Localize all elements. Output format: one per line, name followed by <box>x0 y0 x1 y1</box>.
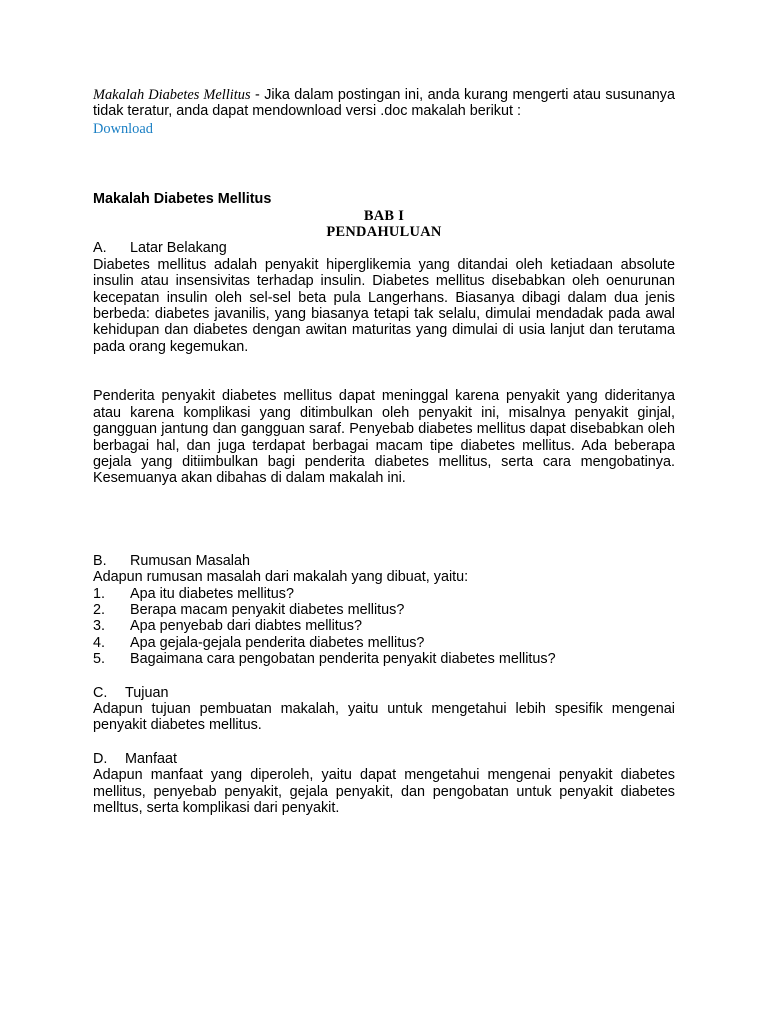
section-c-heading <box>93 685 675 701</box>
section-b-letter: B. <box>93 552 107 569</box>
list-number: 2. <box>93 601 106 618</box>
section-d-letter: D. <box>93 750 108 767</box>
spacer <box>93 668 675 685</box>
list-number: 4. <box>93 634 106 651</box>
list-item <box>93 586 675 602</box>
section-a-heading <box>93 240 675 256</box>
intro-text: - Jika dalam postingan ini, anda kurang mengerti atau susunanya tidak teratur, anda dapat mendownload versi .doc makalah berikut : <box>93 87 675 120</box>
section-a-letter: A. <box>93 240 107 257</box>
section-c-paragraph: Adapun tujuan pembuatan makalah, yaitu untuk mengetahui lebih spesifik mengenai penyakit diabetes mellitus. <box>93 700 675 734</box>
spacer <box>93 372 675 388</box>
section-d-heading <box>93 751 675 767</box>
intro-title: Makalah Diabetes Mellitus <box>93 87 251 103</box>
list-text: Apa penyebab dari diabtes mellitus? <box>130 618 362 635</box>
section-a-paragraph-2: Penderita penyakit diabetes mellitus dapat meninggal karena penyakit yang dideritanya atau karena komplikasi yang ditimbulkan oleh penyakit ini, misalnya penyakit ginjal, gangguan jantung dan gangguan saraf. Penyebab diabetes mellitus dapat disebabkan oleh berbagai hal, dan juga terdapat berbagai macam tipe diabetes mellitus. Ada beberapa gejala yang ditiimbulkan bagi penderita diabetes mellitus, serta cara mengobatinya. Kesemuanya akan dibahas di dalam makalah ini. <box>93 388 675 487</box>
question-list <box>93 586 675 668</box>
section-b-title: Rumusan Masalah <box>130 552 250 569</box>
list-text: Bagaimana cara pengobatan penderita penyakit diabetes mellitus? <box>130 651 556 668</box>
document-title: Makalah Diabetes Mellitus <box>93 191 272 208</box>
list-text: Apa itu diabetes mellitus? <box>130 585 294 602</box>
document-page <box>93 87 675 816</box>
section-a-paragraph-1: Diabetes mellitus adalah penyakit hiperglikemia yang ditandai oleh ketiadaan absolute insulin atau insensivitas terhadap insulin. Diabetes mellitus disebabkan oleh oenurunan kecepatan insulin oleh sel-sel beta pula Langerhans. Biasanya dibagi dalam dua jenis berbeda: diabetes javanilis, yang biasanya tetapi tak selalu, dimulai mendadak pada awal kehidupan dan diabetes dengan awitan maturitas yang dimulai di usia lanjut dan terutama pada orang kegemukan. <box>93 256 675 355</box>
section-b-heading <box>93 553 675 569</box>
section-a-title: Latar Belakang <box>130 240 227 257</box>
list-item <box>93 618 675 634</box>
chapter-number: BAB I <box>363 207 405 224</box>
list-item <box>93 651 675 667</box>
intro-paragraph <box>93 87 675 120</box>
section-c-title: Tujuan <box>125 684 169 701</box>
spacer <box>93 487 675 553</box>
spacer <box>93 734 675 751</box>
section-c-letter: C. <box>93 684 108 701</box>
chapter-title: PENDAHULUAN <box>326 224 442 241</box>
section-d-paragraph: Adapun manfaat yang diperoleh, yaitu dapat mengetahui mengenai penyakit diabetes mellitus, penyebab penyakit, gejala penyakit, dan pengobatan untuk penyakit diabetes melltus, serta komplikasi dari penyakit. <box>93 767 675 816</box>
section-b-intro: Adapun rumusan masalah dari makalah yang dibuat, yaitu: <box>93 569 469 586</box>
list-item <box>93 635 675 651</box>
download-link[interactable]: Download <box>93 120 153 137</box>
list-text: Apa gejala-gejala penderita diabetes mellitus? <box>130 634 425 651</box>
list-text: Berapa macam penyakit diabetes mellitus? <box>130 601 405 618</box>
list-number: 5. <box>93 651 106 668</box>
spacer <box>93 355 675 372</box>
list-item <box>93 602 675 618</box>
list-number: 3. <box>93 618 106 635</box>
list-number: 1. <box>93 585 106 602</box>
section-d-title: Manfaat <box>125 750 177 767</box>
